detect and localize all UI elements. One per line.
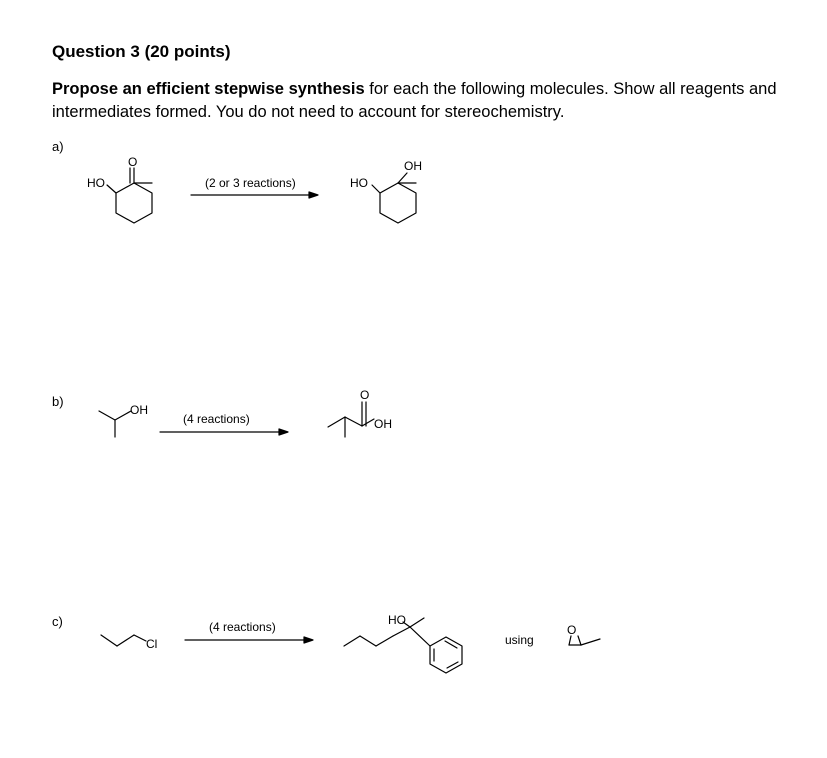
part-c-start-cl: Cl xyxy=(146,637,158,651)
part-a-product-oh: OH xyxy=(404,159,422,173)
part-c-product-ho: HO xyxy=(388,613,406,627)
part-c-reaction-arrow xyxy=(185,637,313,643)
part-a-reaction-arrow xyxy=(191,192,318,198)
part-c-epoxide-reagent xyxy=(569,636,600,645)
part-c-label: c) xyxy=(52,614,63,629)
part-c-condition: (4 reactions) xyxy=(209,620,276,634)
part-b-condition: (4 reactions) xyxy=(183,412,250,426)
part-a-condition: (2 or 3 reactions) xyxy=(205,176,296,190)
part-b-product-o: O xyxy=(360,388,370,402)
part-b-start-oh: OH xyxy=(130,403,148,417)
part-a-label: a) xyxy=(52,139,64,154)
part-a-start-ho: HO xyxy=(87,176,105,190)
part-b-starting-material xyxy=(99,411,131,437)
part-b-product xyxy=(328,402,374,437)
part-a-start-carbonyl-o: O xyxy=(128,155,138,169)
part-b-label: b) xyxy=(52,394,64,409)
part-a-starting-material xyxy=(107,168,152,223)
question-title: Question 3 (20 points) xyxy=(52,42,231,61)
instructions-bold: Propose an efficient stepwise synthesis xyxy=(52,80,365,98)
part-a-product xyxy=(372,173,416,223)
part-b-product-oh: OH xyxy=(374,417,392,431)
part-c-using-text: using xyxy=(505,633,534,647)
part-a-product-ho: HO xyxy=(350,176,368,190)
part-c-epoxide-o: O xyxy=(567,623,577,637)
part-c-starting-material xyxy=(101,635,146,646)
part-b-reaction-arrow xyxy=(160,429,288,435)
instructions-rest: for each the following molecules. Show all reagents and intermediates formed. You do not need to account for stereochemistry. xyxy=(52,80,777,121)
